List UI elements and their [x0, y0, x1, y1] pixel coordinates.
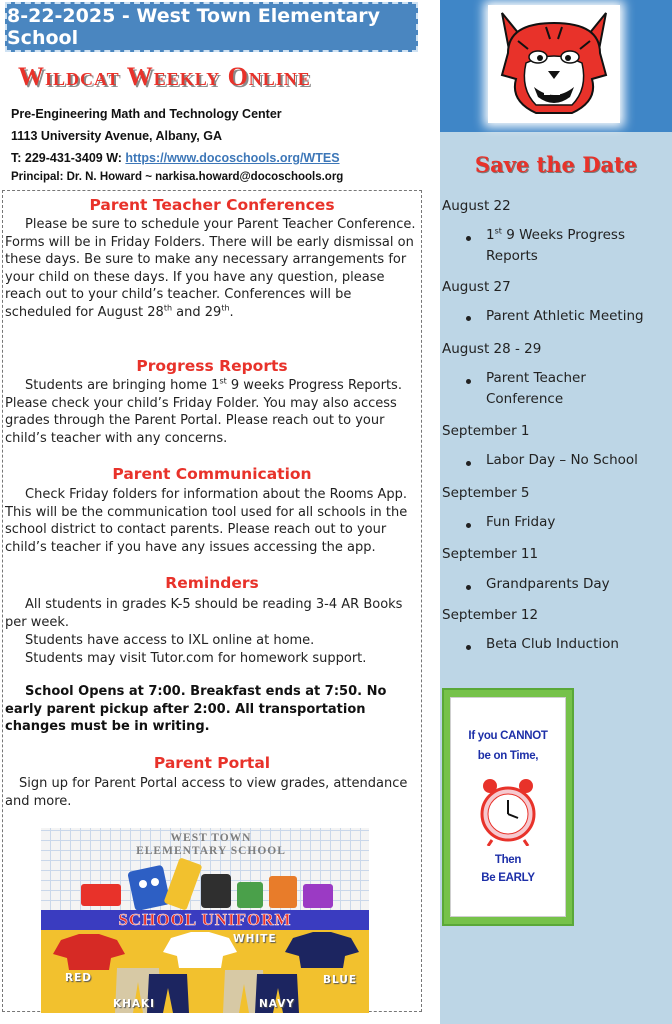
bullet-icon	[466, 236, 471, 241]
portal-text: Sign up for Parent Portal access to view grades, attendance and more.	[5, 776, 408, 809]
section-title-conferences: Parent Teacher Conferences	[89, 196, 335, 214]
wildcat-mascot-logo	[488, 5, 620, 123]
school-uniform-graphic	[41, 828, 369, 1013]
reminders-bold-notice: School Opens at 7:00. Breakfast ends at 7:50. No early parent pickup after 2:00. All transportation changes must be in writing.	[5, 684, 387, 734]
event-date: September 5	[442, 485, 530, 501]
bullet-icon	[466, 645, 471, 650]
uniform-label-red: RED	[65, 972, 92, 984]
communication-text: Check Friday folders for information about the Rooms App. This will be the communication tool used for all schools in the school district to contact parents. Please reach out to your child’s teacher if you have any issues accessing the app.	[5, 487, 408, 555]
event-date: September 1	[442, 423, 530, 439]
reminders-line-2: Students have access to IXL online at home.	[25, 633, 315, 648]
school-program-name: Pre-Engineering Math and Technology Center	[11, 107, 282, 121]
section-title-progress: Progress Reports	[136, 357, 288, 375]
reminders-line-3: Students may visit Tutor.com for homework support.	[25, 651, 367, 666]
main-content	[2, 190, 422, 1012]
uniform-label-khaki: KHAKI	[113, 998, 156, 1010]
newsletter-masthead: Wildcat Weekly Online	[18, 62, 311, 91]
school-supplies-characters	[61, 854, 351, 910]
section-title-communication: Parent Communication	[112, 465, 312, 483]
reminders-line-1: All students in grades K-5 should be reading 3-4 AR Books per week.	[5, 597, 403, 630]
uniform-label-white: WHITE	[233, 933, 277, 945]
school-phone-web	[11, 151, 340, 165]
progress-text: Students are bringing home 1st 9 weeks Progress Reports. Please check your child’s Friday Folder. You may also access grades through the Parent Portal. Please reach out to your child’s teacher with any concerns.	[5, 376, 402, 446]
poster-line-1: If you CANNOT	[468, 730, 548, 742]
poster-line-4: Be EARLY	[481, 872, 535, 884]
section-title-reminders: Reminders	[165, 574, 259, 592]
event-item: Grandparents Day	[486, 576, 610, 592]
uniform-school-name: WEST TOWN ELEMENTARY SCHOOL	[136, 832, 286, 857]
event-item: Labor Day – No School	[486, 452, 638, 468]
event-item: 1st 9 Weeks Progress Reports	[486, 226, 626, 264]
poster-line-3: Then	[494, 854, 522, 866]
event-date: August 27	[442, 279, 511, 295]
bullet-icon	[466, 523, 471, 528]
conferences-text: Please be sure to schedule your Parent Teacher Conference. Forms will be in Friday Folders. There will be early dismissal on these days. Be sure to make any necessary arrangements for your child on these days. If you have any question, please reach out to your child’s teacher. Conferences will be scheduled for August 28th and 29th.	[5, 217, 416, 320]
school-phone: T: 229-431-3409 W:	[11, 151, 126, 165]
save-the-date-heading: Save the Date	[474, 152, 638, 177]
event-date: September 12	[442, 607, 539, 623]
bullet-icon	[466, 379, 471, 384]
bullet-icon	[466, 461, 471, 466]
uniform-graphic-bottom	[41, 930, 369, 1013]
event-item: Parent Teacher Conference	[486, 370, 586, 407]
date-line: 8-22-2025 - West Town Elementary School	[7, 5, 381, 49]
uniform-label-navy: NAVY	[259, 998, 295, 1010]
event-date: August 28 - 29	[442, 341, 542, 357]
bullet-icon	[466, 585, 471, 590]
section-title-portal: Parent Portal	[153, 754, 271, 772]
event-date: September 11	[442, 546, 539, 562]
date-banner	[5, 2, 418, 52]
uniform-label-blue: BLUE	[323, 974, 358, 986]
event-item: Beta Club Induction	[486, 636, 619, 652]
school-website-link[interactable]: https://www.docoschools.org/WTES	[125, 151, 340, 165]
alarm-clock-icon	[478, 776, 538, 846]
principal-line: Principal: Dr. N. Howard ~ narkisa.howard@docoschools.org	[11, 171, 344, 183]
school-address: 1113 University Avenue, Albany, GA	[11, 129, 222, 143]
poster-line-2: be on Time,	[477, 750, 539, 762]
event-item: Fun Friday	[486, 514, 556, 530]
event-item: Parent Athletic Meeting	[486, 308, 644, 324]
bullet-icon	[466, 316, 471, 321]
event-date: August 22	[442, 198, 511, 214]
uniform-banner: SCHOOL UNIFORM	[41, 910, 369, 930]
